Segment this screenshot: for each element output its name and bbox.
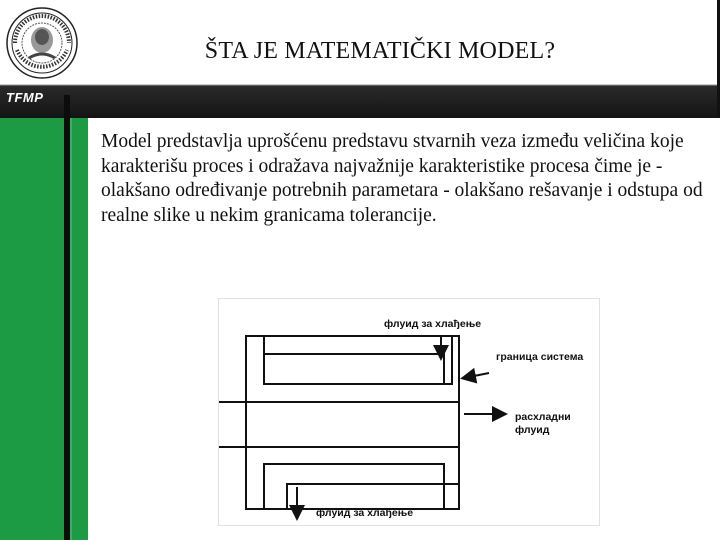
label-cooling-out: флуид за хлађење: [316, 507, 414, 519]
label-process-line2: флуид: [515, 424, 550, 436]
cooling-channel-bottom: [264, 464, 444, 509]
system-diagram-drawing: [219, 299, 599, 525]
arrow-boundary: [464, 373, 489, 378]
cooling-channel-top-inner: [264, 354, 444, 384]
system-diagram: [218, 298, 600, 526]
label-process-line1: расхладни: [515, 411, 571, 423]
cooling-channel-bottom-inner: [287, 484, 459, 509]
university-seal-logo: [5, 6, 79, 80]
body-paragraph: Model predstavlja uprošćenu predstavu stvarnih veza između veličina koje karakterišu proces i odražava najvažnije karakteristike procesa čime je - olakšano određivanje potrebnih parametara - olakšano rešavanje i odstupa od realne slike u nekim granicama tolerancije.: [101, 131, 703, 226]
label-cooling-in: флуид за хлађење: [384, 318, 482, 330]
left-accent-bar: [0, 118, 88, 540]
brand-label: TFMP: [6, 90, 44, 105]
page-title: ŠTA JE MATEMATIČKI MODEL?: [204, 38, 556, 64]
slide-header: [0, 0, 720, 118]
left-divider-highlight: [70, 118, 72, 540]
label-boundary: граница система: [496, 351, 584, 363]
cooling-channel-top: [264, 336, 452, 384]
